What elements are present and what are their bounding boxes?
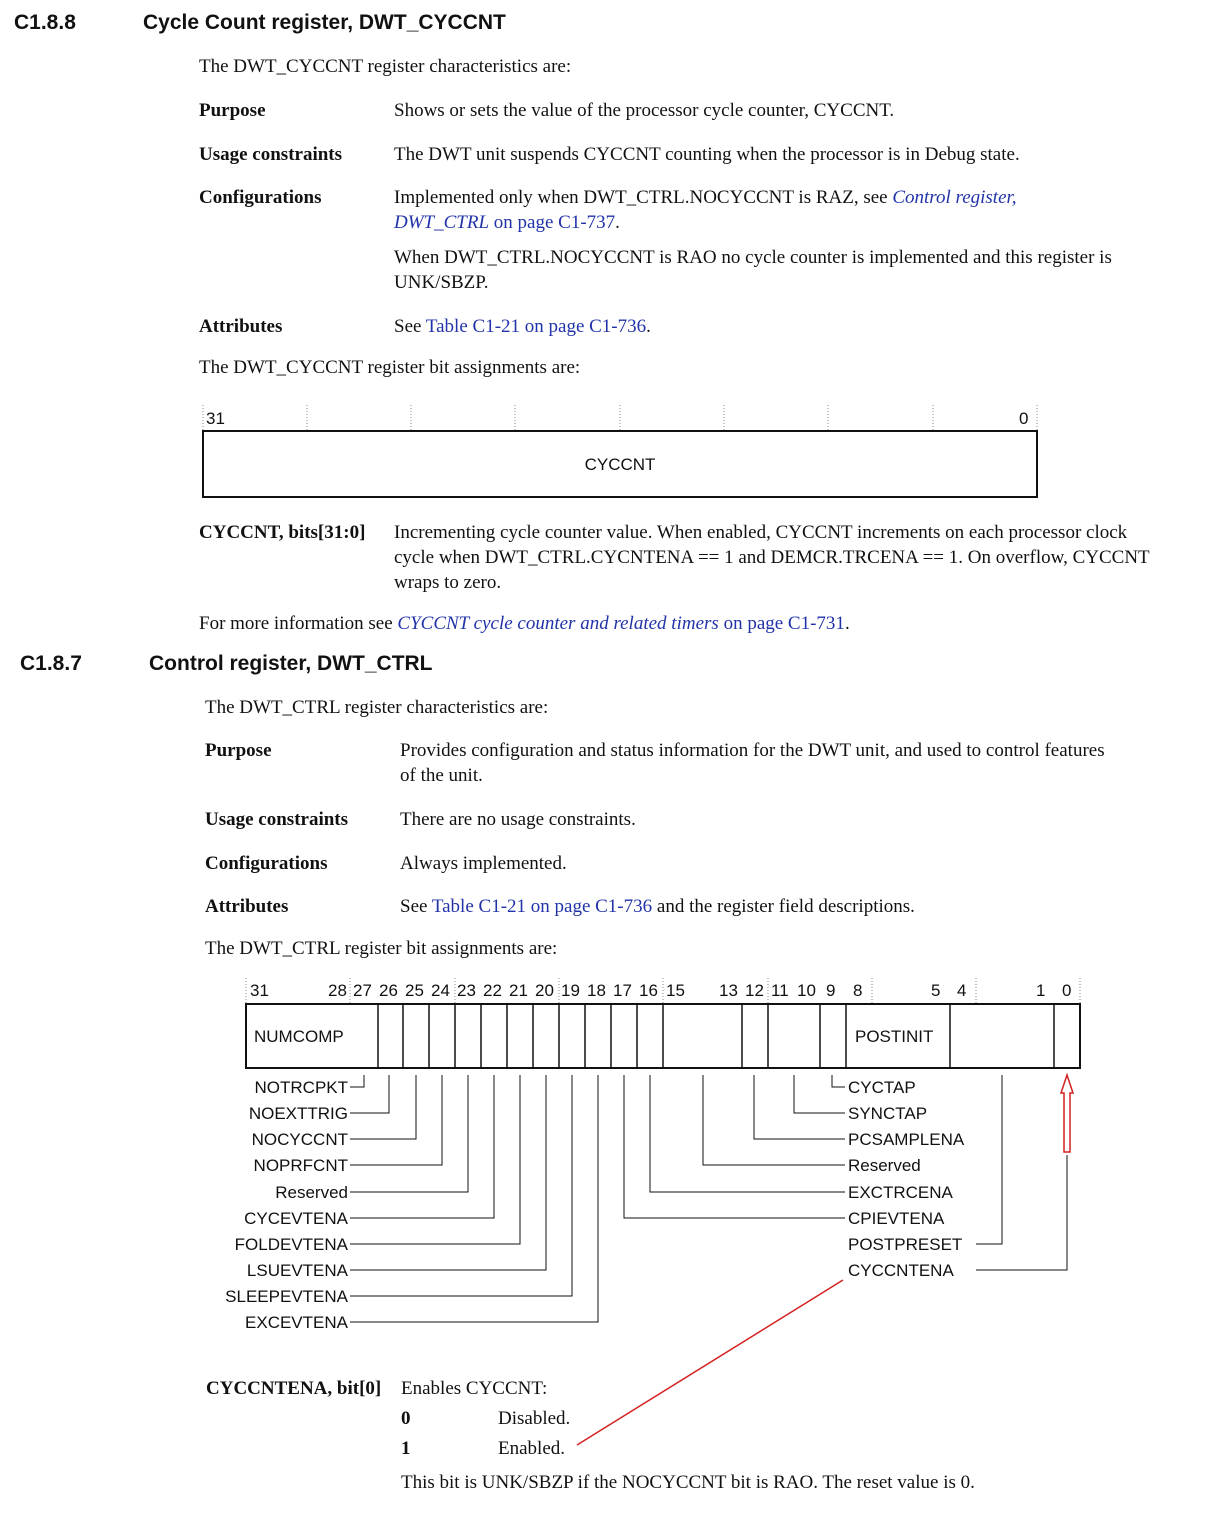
note-text: This bit is UNK/SBZP if the NOCYCCNT bit is RAO. The reset value is 0.: [401, 1472, 975, 1493]
leader-line: [754, 1075, 845, 1139]
bit-number: 1: [1036, 981, 1046, 1000]
purpose-label-2: Purpose: [205, 740, 272, 761]
leader-line: [703, 1075, 845, 1165]
leader-line: [350, 1075, 468, 1192]
usage-text: The DWT unit suspends CYCCNT counting when the processor is in Debug state.: [394, 144, 1020, 165]
leader-line: [350, 1075, 598, 1322]
cyccnt-diagram: [203, 405, 1037, 431]
more-info: [199, 611, 850, 636]
field-description-2: Enables CYCCNT:: [401, 1378, 548, 1399]
red-arrow-icon: [1061, 1075, 1073, 1152]
left-field-label: EXCEVTENA: [245, 1313, 348, 1332]
section-title-2: Control register, DWT_CTRL: [149, 652, 433, 675]
attr-a-2: See: [400, 896, 432, 917]
bit-number: 11: [771, 981, 789, 1000]
right-field-label: PCSAMPLENA: [848, 1130, 965, 1149]
right-field-label: CYCTAP: [848, 1078, 916, 1097]
leader-line: [976, 1075, 1002, 1244]
left-field-label: SLEEPEVTENA: [225, 1287, 348, 1306]
bit-number: 13: [719, 981, 738, 1000]
section-title: Cycle Count register, DWT_CYCCNT: [143, 11, 506, 34]
cyccnt-field: CYCCNT: [584, 455, 656, 474]
page-link-731[interactable]: on page C1-731: [718, 613, 845, 634]
intro-text: The DWT_CYCCNT register characteristics are:: [199, 56, 572, 77]
bit-number: 25: [405, 981, 424, 1000]
right-field-label: Reserved: [848, 1156, 921, 1175]
table-link[interactable]: Table C1-21 on page C1-736: [425, 316, 647, 337]
section-number: C1.8.8: [14, 11, 76, 34]
leader-line: [350, 1075, 572, 1296]
attributes-label-2: Attributes: [205, 896, 289, 917]
value-0: 0: [401, 1408, 411, 1429]
left-field-label: FOLDEVTENA: [234, 1235, 348, 1254]
bit-number: 24: [431, 981, 450, 1000]
value-0-desc: Disabled.: [498, 1408, 571, 1429]
bit-number: 27: [353, 981, 372, 1000]
value-1: 1: [401, 1438, 411, 1459]
leader-line: [350, 1075, 442, 1165]
attr-a: See: [394, 316, 426, 337]
bit-number: 12: [745, 981, 764, 1000]
purpose-text-2: Provides configuration and status information for the DWT unit, and used to control features of the unit.: [400, 740, 1105, 786]
config-label: Configurations: [199, 187, 322, 208]
section-number-2: C1.8.7: [20, 652, 82, 675]
more-b: .: [844, 613, 850, 634]
bit-number: 17: [613, 981, 632, 1000]
leader-line: [650, 1075, 845, 1192]
bit-number: 19: [561, 981, 580, 1000]
left-field-label: Reserved: [275, 1183, 348, 1202]
leader-line: [794, 1075, 845, 1113]
control-register-link[interactable]: Control register, DWT_CTRL: [394, 187, 1017, 233]
left-field-label: NOEXTTRIG: [248, 1104, 348, 1123]
bit-number: 31: [250, 981, 269, 1000]
purpose-label: Purpose: [199, 100, 266, 121]
ctrl-diagram: [225, 978, 1080, 1332]
period: .: [615, 212, 620, 233]
cyccnt-timers-link[interactable]: CYCCNT cycle counter and related timers: [397, 613, 719, 634]
leader-line: [350, 1075, 494, 1218]
attributes-label: Attributes: [199, 316, 283, 337]
bit-number: 10: [797, 981, 816, 1000]
left-field-label: NOPRFCNT: [253, 1156, 348, 1175]
bit-number: 4: [957, 981, 967, 1000]
more-a: For more information see: [199, 613, 398, 634]
page-link[interactable]: on page C1-737: [489, 212, 616, 233]
field-label: CYCCNT, bits[31:0]: [199, 522, 366, 543]
usage-label-2: Usage constraints: [205, 809, 349, 830]
leader-line: [350, 1075, 416, 1139]
attributes-text-2: [400, 894, 915, 919]
field-label-2: CYCCNTENA, bit[0]: [206, 1378, 382, 1399]
leader-line: [350, 1075, 389, 1113]
bit-number: 0: [1062, 981, 1072, 1000]
bit-number: 18: [587, 981, 606, 1000]
bits-intro: The DWT_CYCCNT register bit assignments are:: [199, 357, 581, 378]
right-field-label: CYCCNTENA: [848, 1261, 954, 1280]
usage-text-2: There are no usage constraints.: [400, 809, 636, 830]
right-field-label: POSTPRESET: [848, 1235, 963, 1254]
leader-line: [624, 1075, 845, 1218]
usage-label: Usage constraints: [199, 144, 343, 165]
bit-31: 31: [206, 409, 225, 428]
right-field-label: EXCTRCENA: [848, 1183, 953, 1202]
bit-number: 23: [457, 981, 476, 1000]
left-field-label: NOCYCCNT: [251, 1130, 348, 1149]
numcomp-field: NUMCOMP: [254, 1027, 344, 1046]
config-label-2: Configurations: [205, 853, 328, 874]
bit-number: 28: [328, 981, 347, 1000]
left-field-label: LSUEVTENA: [246, 1261, 348, 1280]
bit-number: 8: [853, 981, 863, 1000]
postinit-field: POSTINIT: [855, 1027, 934, 1046]
red-pointer-line: [577, 1280, 843, 1445]
bit-number: 16: [639, 981, 658, 1000]
right-field-label: CPIEVTENA: [848, 1209, 945, 1228]
leader-line: [832, 1075, 845, 1087]
table-link-2[interactable]: Table C1-21 on page C1-736: [431, 896, 653, 917]
config-text-2: When DWT_CTRL.NOCYCCNT is RAO no cycle counter is implemented and this register is UNK/SBZP.: [394, 247, 1112, 293]
left-field-label: CYCEVTENA: [244, 1209, 348, 1228]
config-text-a: Implemented only when DWT_CTRL.NOCYCCNT is RAZ, see: [394, 187, 893, 208]
bit-number: 26: [379, 981, 398, 1000]
bit-number: 15: [666, 981, 685, 1000]
right-field-label: SYNCTAP: [848, 1104, 928, 1123]
leader-line: [350, 1075, 546, 1270]
bit-number: 5: [931, 981, 941, 1000]
bit-number: 9: [826, 981, 836, 1000]
left-field-label: NOTRCPKT: [254, 1078, 348, 1097]
attr-b: .: [646, 316, 651, 337]
attr-b-2: and the register field descriptions.: [652, 896, 915, 917]
intro-text-2: The DWT_CTRL register characteristics are:: [205, 697, 549, 718]
config-text-2b: Always implemented.: [400, 853, 567, 874]
leader-line: [350, 1075, 364, 1087]
purpose-text: Shows or sets the value of the processor cycle counter, CYCCNT.: [394, 100, 895, 121]
bit-number: 20: [535, 981, 554, 1000]
bit-0: 0: [1019, 409, 1029, 428]
field-description: Incrementing cycle counter value. When enabled, CYCCNT increments on each processor clock cycle when DWT_CTRL.CYCNTENA == 1 and DEMCR.TRCENA == 1. On overflow, CYCCNT wraps to zero.: [394, 522, 1150, 593]
bit-number: 21: [509, 981, 528, 1000]
leader-line: [976, 1155, 1067, 1270]
annotation: [577, 1075, 1073, 1445]
bits-intro-2: The DWT_CTRL register bit assignments are:: [205, 938, 558, 959]
value-1-desc: Enabled.: [498, 1438, 566, 1459]
bit-number: 22: [483, 981, 502, 1000]
